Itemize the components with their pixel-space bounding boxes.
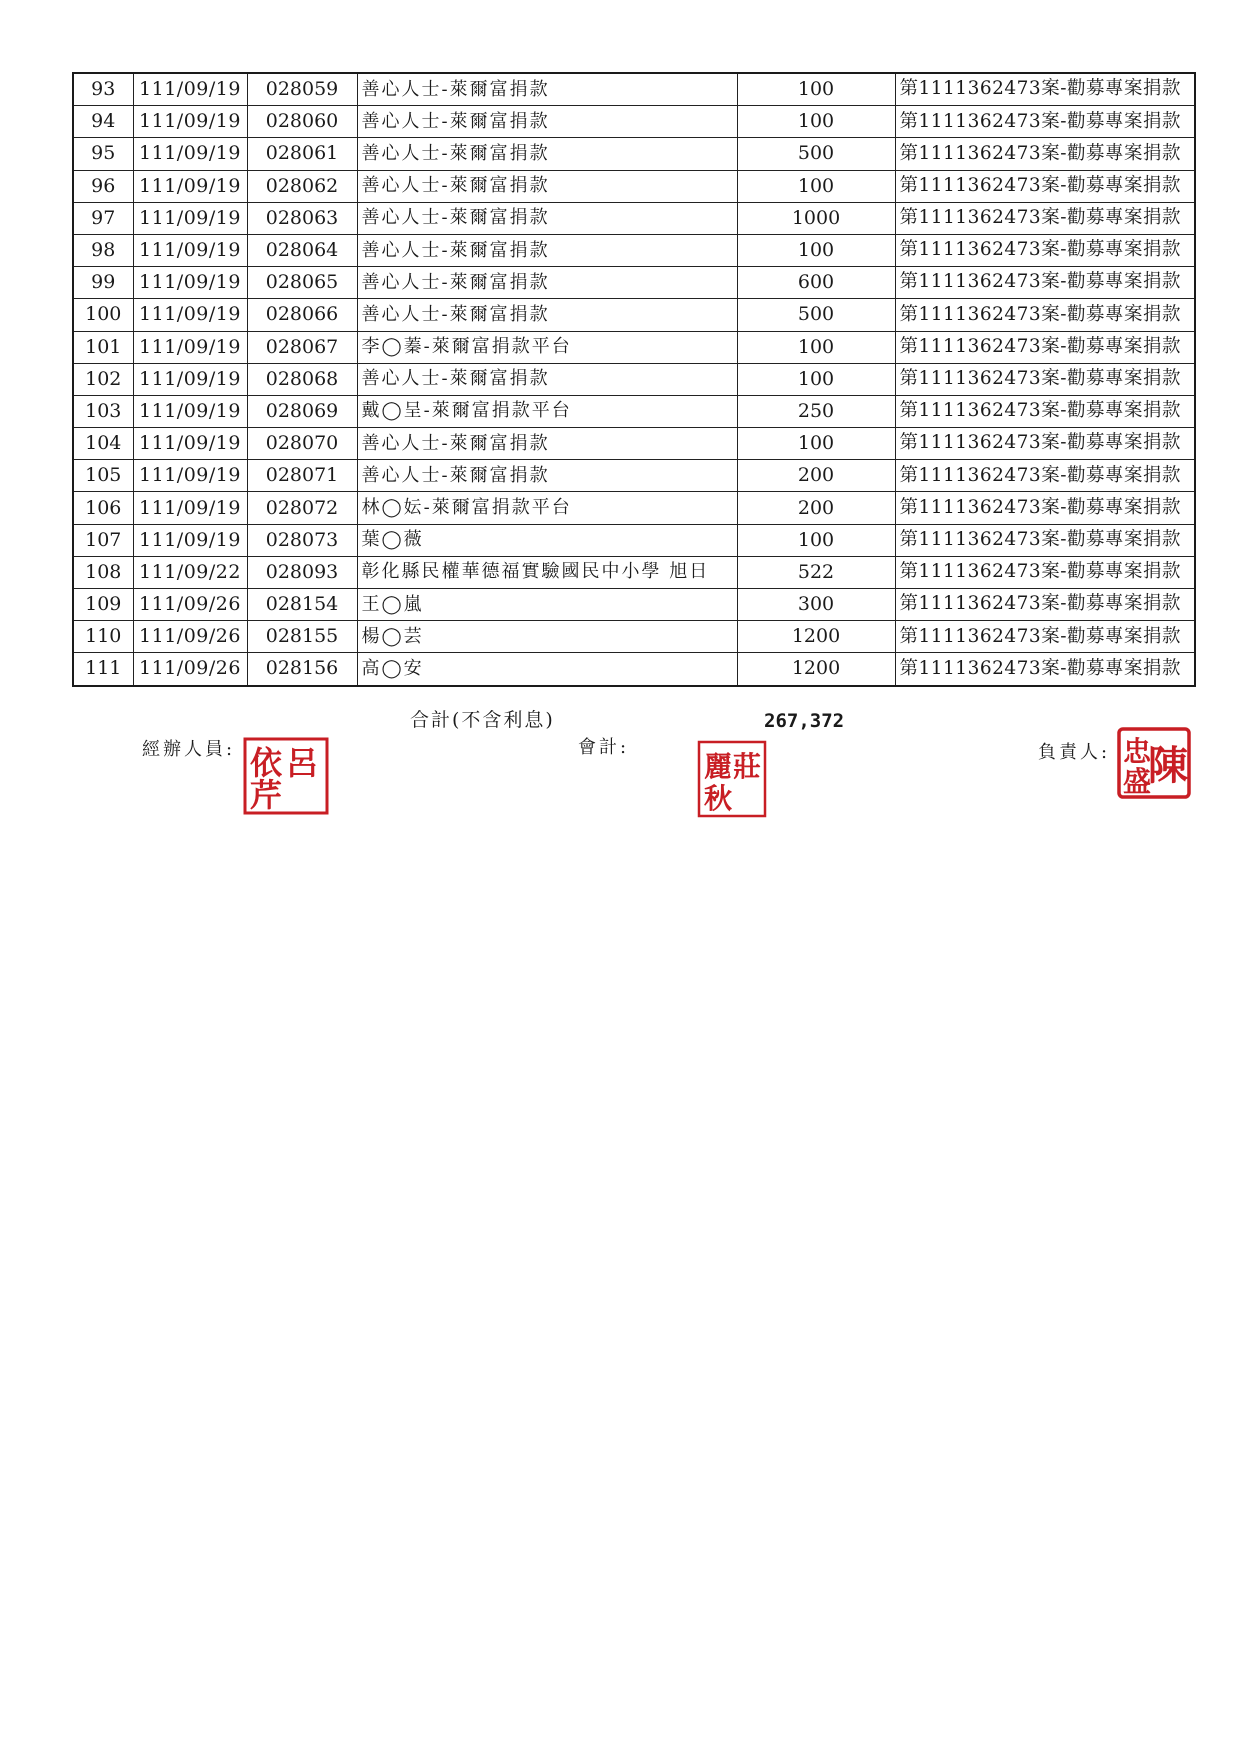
accountant-label: 會計: xyxy=(578,737,630,758)
row-donor-name: 善心人士-萊爾富捐款 xyxy=(357,363,737,395)
table-row xyxy=(73,524,1195,556)
row-amount: 1000 xyxy=(737,202,895,234)
row-date: 111/09/19 xyxy=(133,363,247,395)
row-number: 103 xyxy=(73,395,133,427)
row-date: 111/09/19 xyxy=(133,138,247,170)
row-number: 93 xyxy=(73,73,133,106)
row-remark: 第1111362473案-勸募專案捐款 xyxy=(895,202,1195,234)
row-donor-name: 善心人士-萊爾富捐款 xyxy=(357,428,737,460)
row-number: 101 xyxy=(73,331,133,363)
svg-text:芹: 芹 xyxy=(249,776,283,814)
row-receipt-number: 028062 xyxy=(247,170,357,202)
row-receipt-number: 028065 xyxy=(247,267,357,299)
table-row xyxy=(73,363,1195,395)
row-receipt-number: 028060 xyxy=(247,106,357,138)
row-remark: 第1111362473案-勸募專案捐款 xyxy=(895,331,1195,363)
row-amount: 100 xyxy=(737,106,895,138)
row-receipt-number: 028068 xyxy=(247,363,357,395)
row-number: 95 xyxy=(73,138,133,170)
row-remark: 第1111362473案-勸募專案捐款 xyxy=(895,299,1195,331)
row-receipt-number: 028069 xyxy=(247,395,357,427)
row-number: 105 xyxy=(73,460,133,492)
row-amount: 100 xyxy=(737,363,895,395)
row-date: 111/09/19 xyxy=(133,202,247,234)
row-donor-name: 善心人士-萊爾富捐款 xyxy=(357,73,737,106)
row-receipt-number: 028155 xyxy=(247,621,357,653)
row-donor-name: 彰化縣民權華德福實驗國民中小學 旭日 xyxy=(357,556,737,588)
row-amount: 200 xyxy=(737,492,895,524)
table-row xyxy=(73,138,1195,170)
row-number: 100 xyxy=(73,299,133,331)
row-amount: 1200 xyxy=(737,653,895,686)
row-amount: 300 xyxy=(737,589,895,621)
row-amount: 100 xyxy=(737,234,895,266)
row-receipt-number: 028093 xyxy=(247,556,357,588)
row-receipt-number: 028156 xyxy=(247,653,357,686)
row-date: 111/09/22 xyxy=(133,556,247,588)
table-row xyxy=(73,73,1195,106)
row-amount: 100 xyxy=(737,170,895,202)
principal-seal xyxy=(1117,727,1191,799)
row-donor-name: 戴◯呈-萊爾富捐款平台 xyxy=(357,395,737,427)
ledger-body xyxy=(73,73,1195,686)
row-receipt-number: 028071 xyxy=(247,460,357,492)
table-row xyxy=(73,492,1195,524)
svg-text:忠: 忠 xyxy=(1122,735,1152,768)
row-amount: 500 xyxy=(737,138,895,170)
table-row xyxy=(73,653,1195,686)
row-donor-name: 善心人士-萊爾富捐款 xyxy=(357,138,737,170)
row-donor-name: 善心人士-萊爾富捐款 xyxy=(357,106,737,138)
svg-text:呂: 呂 xyxy=(285,744,319,782)
row-date: 111/09/19 xyxy=(133,106,247,138)
row-donor-name: 王◯嵐 xyxy=(357,589,737,621)
row-number: 109 xyxy=(73,589,133,621)
row-date: 111/09/19 xyxy=(133,267,247,299)
row-date: 111/09/19 xyxy=(133,299,247,331)
row-amount: 1200 xyxy=(737,621,895,653)
row-remark: 第1111362473案-勸募專案捐款 xyxy=(895,589,1195,621)
row-receipt-number: 028070 xyxy=(247,428,357,460)
table-row xyxy=(73,589,1195,621)
table-row xyxy=(73,267,1195,299)
row-receipt-number: 028064 xyxy=(247,234,357,266)
row-number: 107 xyxy=(73,524,133,556)
row-receipt-number: 028063 xyxy=(247,202,357,234)
row-number: 96 xyxy=(73,170,133,202)
row-donor-name: 善心人士-萊爾富捐款 xyxy=(357,299,737,331)
row-remark: 第1111362473案-勸募專案捐款 xyxy=(895,621,1195,653)
row-donor-name: 李◯蓁-萊爾富捐款平台 xyxy=(357,331,737,363)
row-remark: 第1111362473案-勸募專案捐款 xyxy=(895,524,1195,556)
row-receipt-number: 028073 xyxy=(247,524,357,556)
row-remark: 第1111362473案-勸募專案捐款 xyxy=(895,492,1195,524)
svg-text:莊: 莊 xyxy=(732,750,762,783)
table-row xyxy=(73,556,1195,588)
table-row xyxy=(73,299,1195,331)
row-donor-name: 善心人士-萊爾富捐款 xyxy=(357,267,737,299)
accountant-seal xyxy=(697,740,767,818)
row-date: 111/09/19 xyxy=(133,331,247,363)
table-row xyxy=(73,202,1195,234)
row-number: 110 xyxy=(73,621,133,653)
row-remark: 第1111362473案-勸募專案捐款 xyxy=(895,428,1195,460)
svg-text:麗: 麗 xyxy=(703,750,733,783)
row-date: 111/09/19 xyxy=(133,170,247,202)
row-remark: 第1111362473案-勸募專案捐款 xyxy=(895,170,1195,202)
row-date: 111/09/19 xyxy=(133,395,247,427)
row-amount: 100 xyxy=(737,73,895,106)
row-date: 111/09/19 xyxy=(133,234,247,266)
svg-text:盛: 盛 xyxy=(1122,765,1152,798)
row-receipt-number: 028067 xyxy=(247,331,357,363)
row-amount: 200 xyxy=(737,460,895,492)
table-row xyxy=(73,331,1195,363)
table-row xyxy=(73,170,1195,202)
table-row xyxy=(73,234,1195,266)
svg-text:陳: 陳 xyxy=(1148,742,1188,789)
row-amount: 500 xyxy=(737,299,895,331)
row-date: 111/09/19 xyxy=(133,460,247,492)
table-row xyxy=(73,395,1195,427)
row-receipt-number: 028154 xyxy=(247,589,357,621)
row-date: 111/09/19 xyxy=(133,428,247,460)
principal-label: 負責人: xyxy=(1038,742,1111,763)
row-remark: 第1111362473案-勸募專案捐款 xyxy=(895,363,1195,395)
row-number: 106 xyxy=(73,492,133,524)
handler-label: 經辦人員: xyxy=(142,739,236,760)
row-amount: 100 xyxy=(737,524,895,556)
row-donor-name: 善心人士-萊爾富捐款 xyxy=(357,460,737,492)
row-date: 111/09/26 xyxy=(133,589,247,621)
row-date: 111/09/26 xyxy=(133,621,247,653)
row-remark: 第1111362473案-勸募專案捐款 xyxy=(895,556,1195,588)
row-number: 98 xyxy=(73,234,133,266)
row-number: 99 xyxy=(73,267,133,299)
row-receipt-number: 028066 xyxy=(247,299,357,331)
row-remark: 第1111362473案-勸募專案捐款 xyxy=(895,267,1195,299)
row-amount: 100 xyxy=(737,428,895,460)
row-number: 102 xyxy=(73,363,133,395)
table-row xyxy=(73,428,1195,460)
row-donor-name: 葉◯薇 xyxy=(357,524,737,556)
row-date: 111/09/19 xyxy=(133,524,247,556)
row-number: 104 xyxy=(73,428,133,460)
row-donor-name: 善心人士-萊爾富捐款 xyxy=(357,202,737,234)
svg-text:秋: 秋 xyxy=(703,782,733,815)
row-remark: 第1111362473案-勸募專案捐款 xyxy=(895,460,1195,492)
total-label: 合計(不含利息) xyxy=(410,709,555,731)
row-receipt-number: 028059 xyxy=(247,73,357,106)
row-date: 111/09/19 xyxy=(133,492,247,524)
row-amount: 100 xyxy=(737,331,895,363)
total-value: 267,372 xyxy=(764,710,845,732)
row-date: 111/09/19 xyxy=(133,73,247,106)
row-number: 111 xyxy=(73,653,133,686)
svg-text:依: 依 xyxy=(249,744,283,782)
row-amount: 250 xyxy=(737,395,895,427)
row-date: 111/09/26 xyxy=(133,653,247,686)
donation-ledger-table xyxy=(72,72,1196,687)
row-donor-name: 楊◯芸 xyxy=(357,621,737,653)
row-donor-name: 林◯妘-萊爾富捐款平台 xyxy=(357,492,737,524)
table-row xyxy=(73,106,1195,138)
row-number: 94 xyxy=(73,106,133,138)
row-donor-name: 善心人士-萊爾富捐款 xyxy=(357,234,737,266)
row-number: 108 xyxy=(73,556,133,588)
row-donor-name: 高◯安 xyxy=(357,653,737,686)
row-amount: 522 xyxy=(737,556,895,588)
row-amount: 600 xyxy=(737,267,895,299)
row-remark: 第1111362473案-勸募專案捐款 xyxy=(895,395,1195,427)
row-remark: 第1111362473案-勸募專案捐款 xyxy=(895,138,1195,170)
row-remark: 第1111362473案-勸募專案捐款 xyxy=(895,234,1195,266)
row-receipt-number: 028061 xyxy=(247,138,357,170)
row-remark: 第1111362473案-勸募專案捐款 xyxy=(895,653,1195,686)
row-number: 97 xyxy=(73,202,133,234)
table-row xyxy=(73,621,1195,653)
row-receipt-number: 028072 xyxy=(247,492,357,524)
handler-seal xyxy=(242,736,330,816)
row-donor-name: 善心人士-萊爾富捐款 xyxy=(357,170,737,202)
row-remark: 第1111362473案-勸募專案捐款 xyxy=(895,106,1195,138)
table-row xyxy=(73,460,1195,492)
row-remark: 第1111362473案-勸募專案捐款 xyxy=(895,73,1195,106)
